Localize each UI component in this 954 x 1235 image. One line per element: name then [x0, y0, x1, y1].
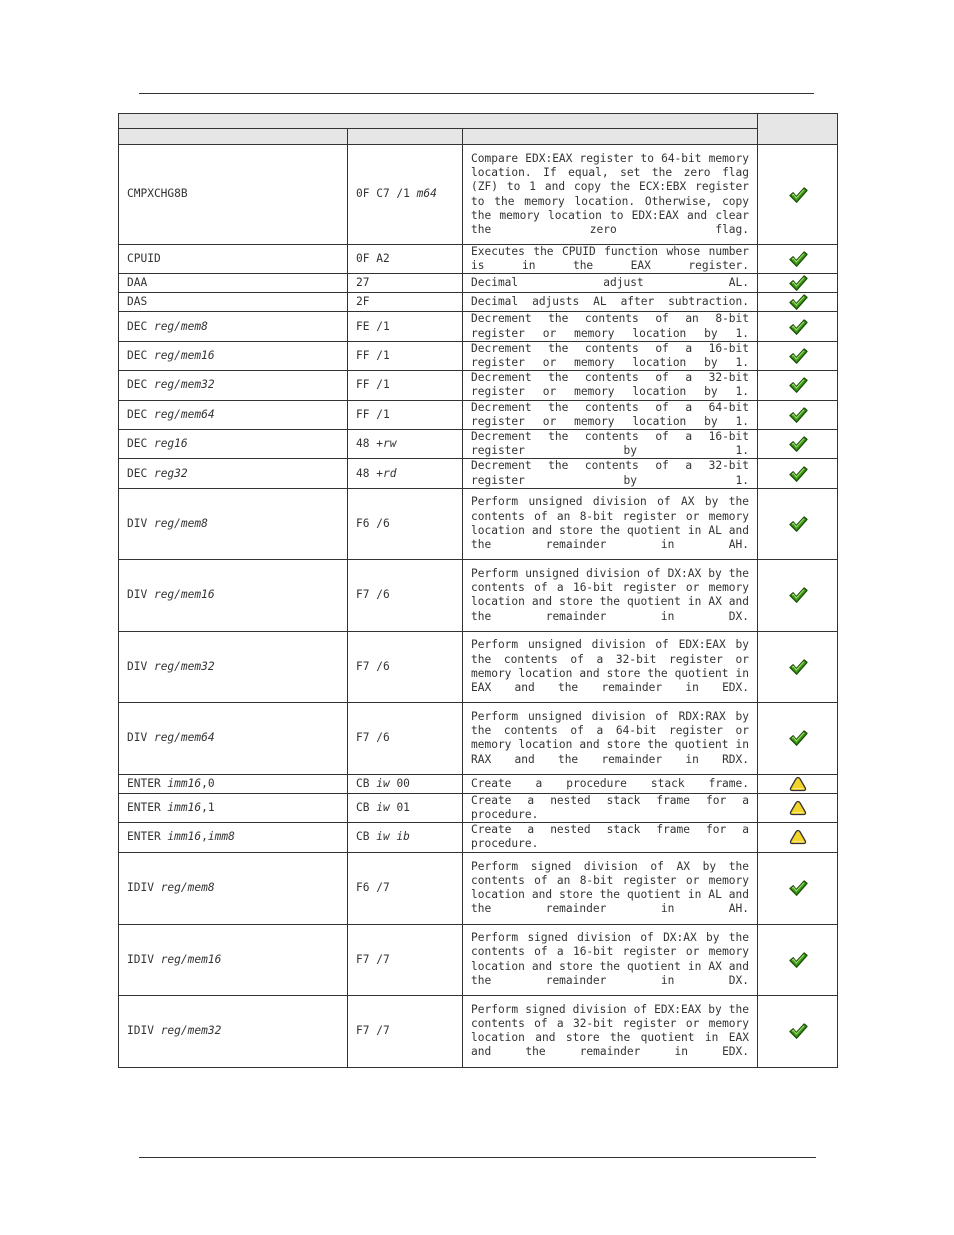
checkmark-icon — [788, 349, 808, 362]
support-cell — [758, 702, 838, 774]
opcode: F7 /6 — [356, 588, 390, 602]
description-cell — [463, 459, 758, 488]
operand: reg/mem16 — [160, 952, 222, 966]
description-cell — [463, 245, 758, 274]
description-cell — [463, 293, 758, 312]
operand-suffix: , — [201, 830, 208, 844]
table-row — [119, 995, 838, 1067]
mnemonic: IDIV — [127, 881, 161, 895]
table-row — [119, 245, 838, 274]
instruction-cell — [119, 852, 348, 924]
warning-icon — [789, 777, 807, 790]
description-cell — [463, 488, 758, 559]
instruction-cell — [119, 459, 348, 488]
checkmark-icon — [788, 1024, 808, 1037]
support-cell — [758, 459, 838, 488]
checkmark-icon — [788, 320, 808, 333]
description-cell — [463, 631, 758, 702]
opcode-cell — [348, 341, 463, 370]
support-cell — [758, 371, 838, 400]
instruction-table — [118, 113, 838, 1068]
instruction-cell — [119, 924, 348, 995]
operand-suffix: ,0 — [201, 776, 215, 790]
opcode: F6 /6 — [356, 516, 390, 530]
opcode: 48 — [356, 466, 377, 480]
operand-2: imm8 — [207, 830, 235, 844]
opcode-cell — [348, 400, 463, 429]
instruction-cell — [119, 559, 348, 631]
description-cell — [463, 995, 758, 1067]
table-row — [119, 274, 838, 293]
opcode-operand: +rd — [376, 466, 397, 480]
mnemonic: DEC — [127, 348, 154, 362]
mnemonic: ENTER — [127, 800, 168, 814]
description-cell — [463, 774, 758, 793]
opcode: CB — [356, 776, 377, 790]
description-cell — [463, 341, 758, 370]
opcode-cell — [348, 774, 463, 793]
support-cell — [758, 631, 838, 702]
description-cell — [463, 371, 758, 400]
instruction-cell — [119, 371, 348, 400]
instruction-cell — [119, 293, 348, 312]
description-text: Perform unsigned division of RDX:RAX by the contents of a 64-bit register or memory location and store the quotient in RAX and the remainder in RDX. — [471, 709, 750, 766]
opcode-cell — [348, 631, 463, 702]
opcode-suffix: 00 — [389, 776, 410, 790]
description-text: Create a procedure stack frame. — [471, 776, 750, 790]
table-row — [119, 774, 838, 793]
opcode-cell — [348, 312, 463, 341]
support-cell — [758, 430, 838, 459]
support-cell — [758, 774, 838, 793]
opcode-cell — [348, 852, 463, 924]
table-row — [119, 145, 838, 245]
operand: reg/mem32 — [153, 659, 215, 673]
opcode-cell — [348, 924, 463, 995]
checkmark-icon — [788, 276, 808, 289]
opcode: 0F A2 — [356, 252, 390, 266]
checkmark-icon — [788, 408, 808, 421]
operand: reg16 — [153, 437, 188, 451]
instruction-cell — [119, 341, 348, 370]
description-text: Decimal adjusts AL after subtraction. — [471, 295, 750, 309]
opcode-cell — [348, 459, 463, 488]
checkmark-icon — [788, 378, 808, 391]
operand: reg/mem64 — [153, 407, 215, 421]
mnemonic: IDIV — [127, 952, 161, 966]
mnemonic: CPUID — [127, 252, 161, 266]
support-cell — [758, 312, 838, 341]
opcode-cell — [348, 371, 463, 400]
instruction-cell — [119, 312, 348, 341]
description-text: Create a nested stack frame for a procedure. — [471, 793, 750, 822]
checkmark-icon — [788, 660, 808, 673]
instruction-cell — [119, 430, 348, 459]
mnemonic: DIV — [127, 516, 154, 530]
description-cell — [463, 274, 758, 293]
opcode: 2F — [356, 295, 370, 309]
instruction-cell — [119, 400, 348, 429]
instruction-cell — [119, 702, 348, 774]
support-cell — [758, 995, 838, 1067]
support-cell — [758, 341, 838, 370]
instruction-cell — [119, 995, 348, 1067]
description-text: Decimal adjust AL. — [471, 276, 750, 290]
support-cell — [758, 924, 838, 995]
opcode-cell — [348, 245, 463, 274]
instruction-cell — [119, 823, 348, 852]
opcode: 0F C7 /1 — [356, 187, 417, 201]
table-row — [119, 852, 838, 924]
opcode-cell — [348, 274, 463, 293]
operand: reg/mem32 — [160, 1024, 222, 1038]
instruction-cell — [119, 245, 348, 274]
mnemonic: DIV — [127, 588, 154, 602]
support-cell — [758, 823, 838, 852]
checkmark-icon — [788, 731, 808, 744]
table-row — [119, 459, 838, 488]
footer-rule — [139, 1157, 816, 1158]
description-cell — [463, 823, 758, 852]
support-cell — [758, 488, 838, 559]
mnemonic: DIV — [127, 659, 154, 673]
description-text: Perform signed division of DX:AX by the contents of a 16-bit register or memory location and store the quotient in AX and the remainder in DX. — [471, 931, 750, 987]
table-row — [119, 559, 838, 631]
checkmark-icon — [788, 437, 808, 450]
checkmark-icon — [788, 467, 808, 480]
instruction-cell — [119, 145, 348, 245]
operand: reg/mem8 — [160, 881, 215, 895]
support-cell — [758, 852, 838, 924]
opcode: F7 /7 — [356, 1024, 390, 1038]
description-text: Decrement the contents of a 16-bit register by 1. — [471, 430, 750, 458]
warning-icon — [789, 801, 807, 814]
support-column-header — [758, 114, 838, 145]
table-row — [119, 400, 838, 429]
operand: imm16 — [167, 830, 202, 844]
description-text: Perform unsigned division of EDX:EAX by the contents of a 32-bit register or memory location and store the quotient in EAX and the remainder in EDX. — [471, 638, 750, 695]
header-rule — [139, 93, 814, 94]
opcode-cell — [348, 488, 463, 559]
operand-suffix: ,1 — [201, 800, 215, 814]
description-cell — [463, 400, 758, 429]
table-row — [119, 631, 838, 702]
description-cell — [463, 924, 758, 995]
opcode-operand: +rw — [376, 437, 397, 451]
opcode-cell — [348, 702, 463, 774]
table-row — [119, 488, 838, 559]
instruction-cell — [119, 274, 348, 293]
opcode-cell — [348, 793, 463, 822]
description-text: Executes the CPUID function whose number is in the EAX register. — [471, 245, 750, 273]
description-text: Decrement the contents of an 8-bit register or memory location by 1. — [471, 312, 750, 340]
description-column-header — [463, 129, 758, 145]
description-text: Decrement the contents of a 32-bit register by 1. — [471, 459, 750, 487]
table-row — [119, 430, 838, 459]
description-cell — [463, 793, 758, 822]
instruction-cell — [119, 793, 348, 822]
support-cell — [758, 559, 838, 631]
checkmark-icon — [788, 188, 808, 201]
checkmark-icon — [788, 881, 808, 894]
operand: reg/mem8 — [153, 516, 208, 530]
description-cell — [463, 852, 758, 924]
operand: reg32 — [153, 466, 188, 480]
opcode-cell — [348, 293, 463, 312]
opcode: 48 — [356, 437, 377, 451]
opcode-column-header — [348, 129, 463, 145]
instruction-cell — [119, 774, 348, 793]
description-text: Perform signed division of EDX:EAX by the contents of a 32-bit register or memory location and store the quotient in EAX and the remainder in EDX. — [471, 1002, 750, 1059]
support-cell — [758, 293, 838, 312]
mnemonic: DIV — [127, 731, 154, 745]
checkmark-icon — [788, 588, 808, 601]
mnemonic: ENTER — [127, 830, 168, 844]
description-text: Compare EDX:EAX register to 64-bit memory location. If equal, set the zero flag (ZF) to 1 and copy the ECX:EBX register to the memory location. Otherwise, copy the memory location to EDX:EAX and clear the zero flag. — [471, 151, 750, 236]
mnemonic: IDIV — [127, 1024, 161, 1038]
operand: imm16 — [167, 776, 202, 790]
opcode: F7 /6 — [356, 731, 390, 745]
description-cell — [463, 145, 758, 245]
opcode: FF /1 — [356, 348, 390, 362]
table-row — [119, 341, 838, 370]
opcode: F6 /7 — [356, 881, 390, 895]
table-row — [119, 293, 838, 312]
table-row — [119, 702, 838, 774]
support-cell — [758, 793, 838, 822]
mnemonic: DEC — [127, 437, 154, 451]
opcode: FF /1 — [356, 407, 390, 421]
support-cell — [758, 145, 838, 245]
opcode-operand: iw ib — [376, 830, 410, 844]
opcode-cell — [348, 559, 463, 631]
mnemonic: ENTER — [127, 776, 168, 790]
operand: reg/mem16 — [153, 588, 215, 602]
opcode: FF /1 — [356, 378, 390, 392]
opcode-cell — [348, 823, 463, 852]
table-group-header — [119, 114, 758, 129]
table-row — [119, 823, 838, 852]
opcode: CB — [356, 830, 377, 844]
support-cell — [758, 274, 838, 293]
support-cell — [758, 245, 838, 274]
operand: reg/mem8 — [153, 319, 208, 333]
description-text: Perform unsigned division of DX:AX by the contents of a 16-bit register or memory location and store the quotient in AX and the remainder in DX. — [471, 566, 750, 623]
table-row — [119, 793, 838, 822]
opcode-suffix: 01 — [389, 800, 410, 814]
support-cell — [758, 400, 838, 429]
operand: imm16 — [167, 800, 202, 814]
mnemonic: DAA — [127, 276, 148, 290]
description-text: Create a nested stack frame for a procedure. — [471, 823, 750, 851]
opcode-cell — [348, 430, 463, 459]
description-cell — [463, 312, 758, 341]
opcode: CB — [356, 800, 377, 814]
mnemonic: DAS — [127, 295, 148, 309]
description-text: Decrement the contents of a 16-bit register or memory location by 1. — [471, 341, 750, 370]
checkmark-icon — [788, 953, 808, 966]
instruction-column-header — [119, 129, 348, 145]
instruction-cell — [119, 488, 348, 559]
checkmark-icon — [788, 295, 808, 308]
description-cell — [463, 702, 758, 774]
checkmark-icon — [788, 252, 808, 265]
description-text: Decrement the contents of a 32-bit register or memory location by 1. — [471, 371, 750, 399]
description-cell — [463, 430, 758, 459]
description-cell — [463, 559, 758, 631]
mnemonic: DEC — [127, 319, 154, 333]
operand: reg/mem16 — [153, 348, 215, 362]
opcode-operand: iw — [376, 776, 390, 790]
description-text: Perform unsigned division of AX by the contents of an 8-bit register or memory location and store the quotient in AL and the remainder in AH. — [471, 495, 750, 552]
opcode: FE /1 — [356, 319, 390, 333]
warning-icon — [789, 830, 807, 843]
table-row — [119, 924, 838, 995]
opcode-operand: iw — [376, 800, 390, 814]
table-row — [119, 312, 838, 341]
operand: reg/mem32 — [153, 378, 215, 392]
opcode: F7 /6 — [356, 659, 390, 673]
opcode-cell — [348, 145, 463, 245]
mnemonic: DEC — [127, 378, 154, 392]
instruction-cell — [119, 631, 348, 702]
opcode-operand: m64 — [416, 187, 437, 201]
opcode-cell — [348, 995, 463, 1067]
checkmark-icon — [788, 517, 808, 530]
operand: reg/mem64 — [153, 731, 215, 745]
mnemonic: DEC — [127, 466, 154, 480]
opcode: F7 /7 — [356, 952, 390, 966]
opcode: 27 — [356, 276, 370, 290]
description-text: Decrement the contents of a 64-bit register or memory location by 1. — [471, 400, 750, 428]
mnemonic: CMPXCHG8B — [127, 187, 188, 201]
description-text: Perform signed division of AX by the contents of an 8-bit register or memory location and store the quotient in AL and the remainder in AH. — [471, 859, 750, 916]
mnemonic: DEC — [127, 407, 154, 421]
table-row — [119, 371, 838, 400]
